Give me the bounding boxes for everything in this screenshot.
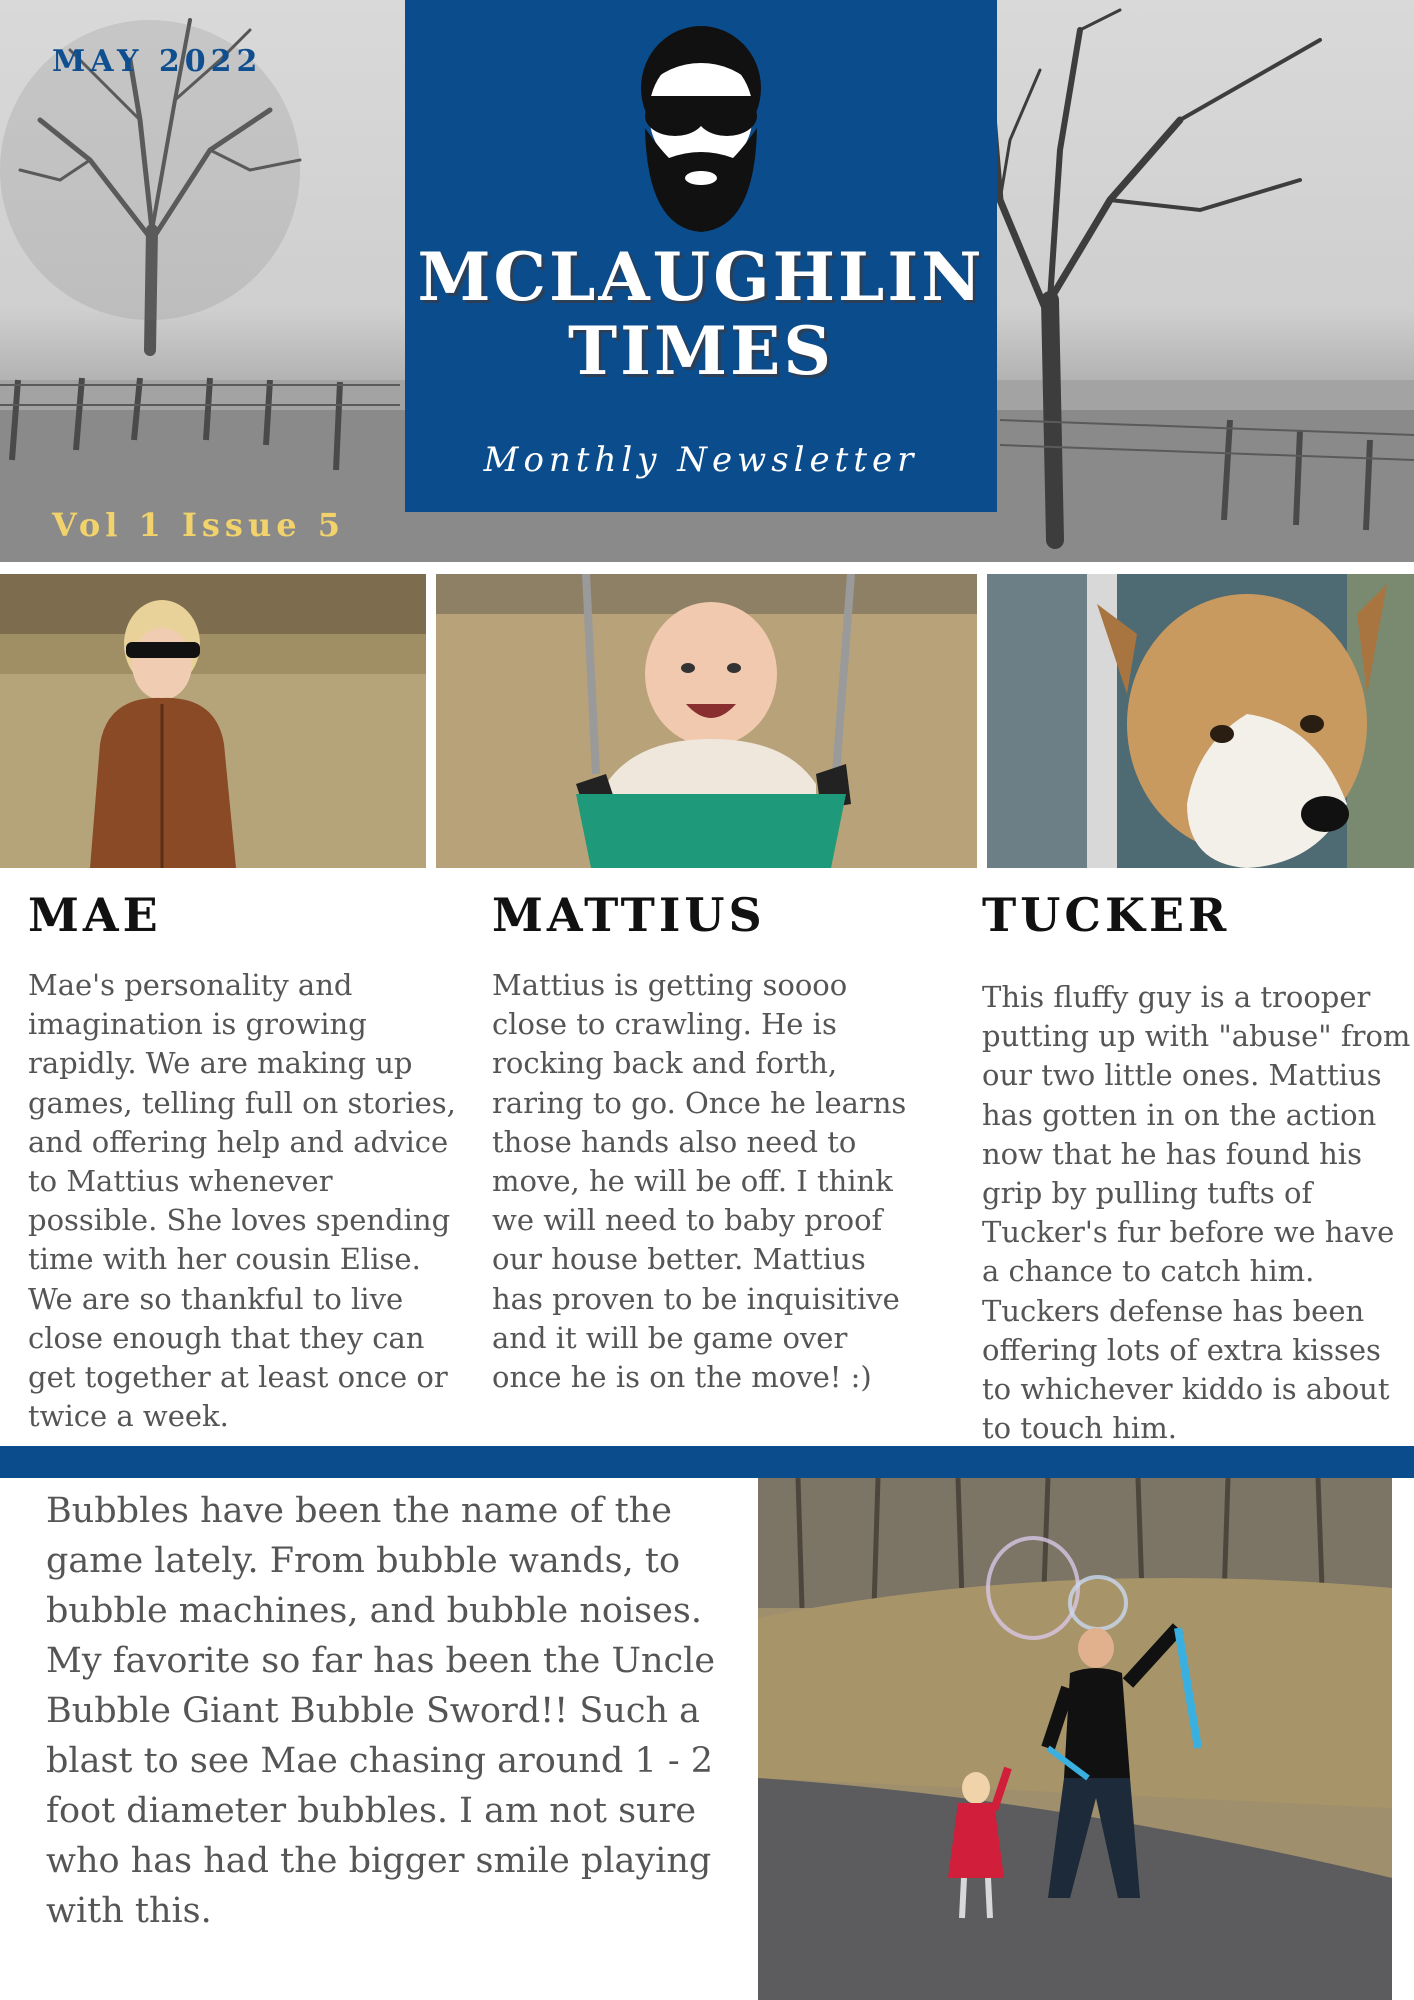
masthead-line-1: MCLAUGHLIN xyxy=(417,238,985,316)
bubbles-story: Bubbles have been the name of the game lately. From bubble wands, to bubble machines, and bubble noises. My favorite so far has been the Uncle Bubble Giant Bubble Sword!! Such a blast to see Mae chasing around 1 - 2 foot diameter bubbles. I am not sure who has had the bigger smile playing with this. xyxy=(46,1491,716,1931)
section-divider xyxy=(0,1446,1414,1478)
mae-photo xyxy=(0,574,426,868)
profile-mattius xyxy=(492,880,922,1397)
masthead-subtitle: Monthly Newsletter xyxy=(483,440,919,480)
masthead-box xyxy=(405,0,997,512)
volume-issue: Vol 1 Issue 5 xyxy=(52,506,345,544)
bubbles-photo xyxy=(758,1478,1392,2000)
profile-tucker xyxy=(982,880,1412,1448)
issue-date: MAY 2022 xyxy=(52,44,263,79)
profile-text: Mae's personality and imagination is growing rapidly. We are making up games, telling full on stories, and offering help and advice to Mattius whenever possible. She loves spending time with her cousin Elise. We are so thankful to live close enough that they can get together at least once or twice a week. xyxy=(28,968,456,1434)
mattius-photo xyxy=(436,574,977,868)
masthead-line-2: TIMES xyxy=(567,312,834,390)
profile-name: MAE xyxy=(28,888,162,942)
profile-text: This fluffy guy is a trooper putting up with "abuse" from our two little ones. Mattius has gotten in on the action now that he has found his grip by pulling tufts of Tucker's fur before we have a chance to catch him. Tuckers defense has been offering lots of extra kisses to whichever kiddo is about to touch him. xyxy=(982,980,1411,1446)
profile-name: TUCKER xyxy=(982,888,1231,942)
masthead-title xyxy=(405,240,997,388)
profile-name: MATTIUS xyxy=(492,888,766,942)
profile-text: Mattius is getting soooo close to crawling. He is rocking back and forth, raring to go. Once he learns those hands also need to move, he will be off. I think we will need to baby proof our house better. Mattius has proven to be inquisitive and it will be game over once he is on the move! :) xyxy=(492,968,907,1395)
tucker-photo xyxy=(987,574,1414,868)
bearded-man-sunglasses-icon xyxy=(633,18,769,236)
profile-mae xyxy=(28,880,458,1436)
